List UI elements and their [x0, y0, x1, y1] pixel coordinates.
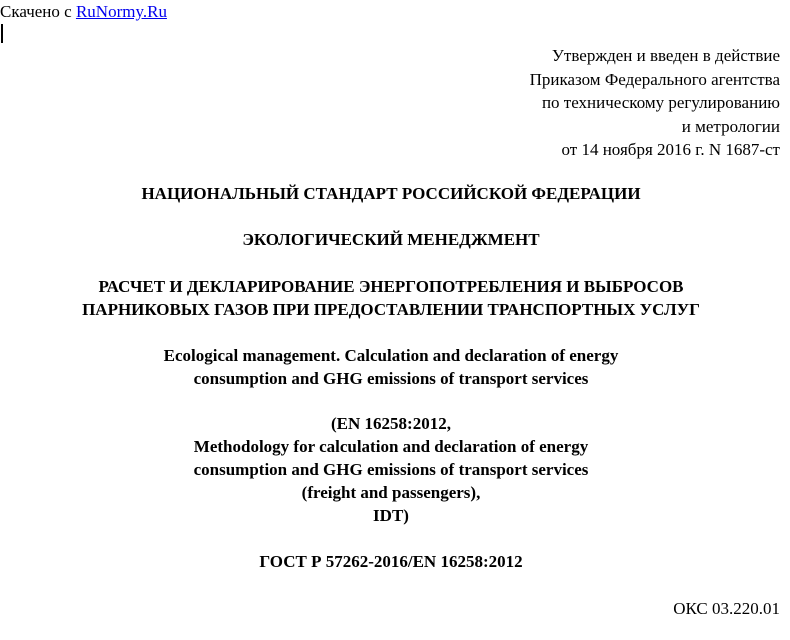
russian-title-line: ПАРНИКОВЫХ ГАЗОВ ПРИ ПРЕДОСТАВЛЕНИИ ТРАНСПОРТНЫХ УСЛУГ	[82, 300, 700, 319]
runormy-link[interactable]: RuNormy.Ru	[75, 2, 167, 21]
gost-designation: ГОСТ Р 57262-2016/EN 16258:2012	[259, 552, 523, 571]
subject-heading: ЭКОЛОГИЧЕСКИЙ МЕНЕДЖМЕНТ	[242, 230, 540, 249]
okc-code: ОКС 03.220.01	[673, 599, 780, 618]
reference-line: Methodology for calculation and declaration of energy	[193, 437, 589, 456]
english-title-line: Ecological management. Calculation and declaration of energy	[163, 346, 619, 365]
approval-line: Приказом Федерального агентства	[529, 69, 780, 89]
reference-line: (freight and passengers),	[301, 483, 481, 502]
approval-line: по техническому регулированию	[541, 93, 780, 112]
english-title-line: consumption and GHG emissions of transport services	[193, 369, 589, 388]
approval-line: и метрологии	[681, 116, 780, 136]
reference-line: (EN 16258:2012,	[331, 414, 451, 433]
source-line	[0, 0, 167, 23]
russian-title-line: РАСЧЕТ И ДЕКЛАРИРОВАНИЕ ЭНЕРГОПОТРЕБЛЕНИЯ И ВЫБРОСОВ	[98, 277, 684, 296]
text-cursor	[1, 24, 3, 43]
source-prefix: Скачено с	[0, 2, 76, 21]
approval-block	[530, 44, 780, 162]
reference-line: IDT)	[373, 506, 409, 525]
approval-line: Утвержден и введен в действие	[551, 46, 780, 65]
national-standard-heading: НАЦИОНАЛЬНЫЙ СТАНДАРТ РОССИЙСКОЙ ФЕДЕРАЦИИ	[141, 184, 641, 203]
reference-line: consumption and GHG emissions of transport services	[193, 460, 589, 479]
approval-line: от 14 ноября 2016 г. N 1687-ст	[561, 140, 780, 159]
